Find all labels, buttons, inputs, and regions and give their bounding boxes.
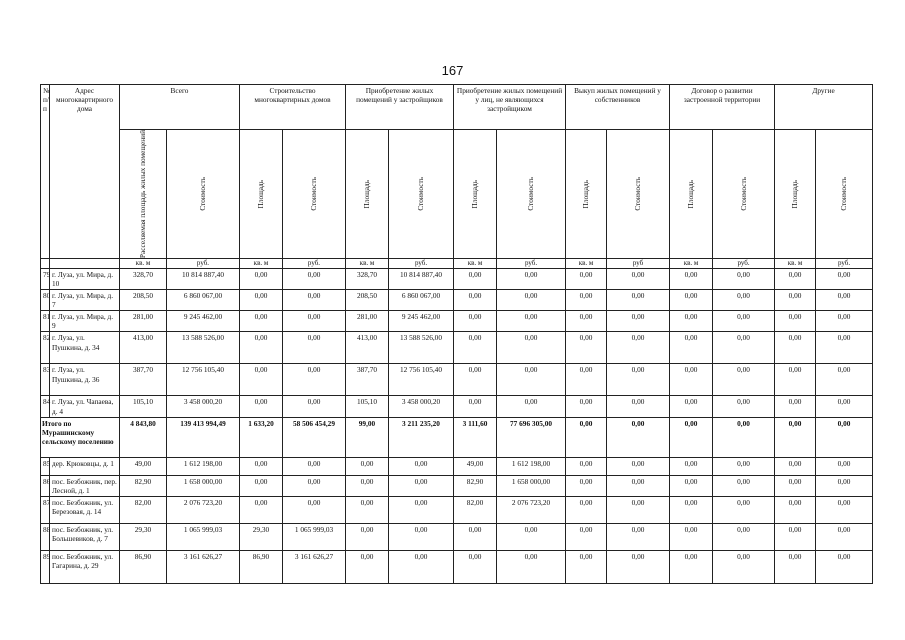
value-cell: 0,00 — [240, 290, 283, 311]
value-cell: 0,00 — [454, 311, 497, 332]
sub-header-area: Площадь — [775, 130, 816, 259]
sub-header-cost: Стоимость — [497, 130, 566, 259]
value-cell: 0,00 — [497, 550, 566, 583]
value-cell: 0,00 — [775, 332, 816, 364]
value-cell: 0,00 — [713, 332, 775, 364]
value-cell: 1 658 000,00 — [497, 475, 566, 496]
row-address: дер. Крюковцы, д. 1 — [50, 457, 120, 475]
value-cell: 0,00 — [816, 457, 873, 475]
sub-header-area: Площадь — [566, 130, 607, 259]
value-cell: 1 612 198,00 — [167, 457, 240, 475]
total-value-cell: 0,00 — [713, 417, 775, 457]
value-cell: 3 161 626,27 — [167, 550, 240, 583]
total-value-cell: 3 111,60 — [454, 417, 497, 457]
value-cell: 0,00 — [816, 268, 873, 289]
sub-header-area: Площадь — [240, 130, 283, 259]
value-cell: 0,00 — [775, 475, 816, 496]
sub-header-cost: Стоимость — [283, 130, 346, 259]
value-cell: 0,00 — [607, 550, 670, 583]
row-address: пос. Безбожник, ул. Березовая, д. 14 — [50, 496, 120, 523]
value-cell: 86,90 — [120, 550, 167, 583]
row-number: 86 — [41, 475, 50, 496]
value-cell: 0,00 — [346, 457, 389, 475]
value-cell: 82,90 — [120, 475, 167, 496]
group-header-construction: Строительство многоквартирных домов — [240, 85, 346, 130]
row-number: 82 — [41, 332, 50, 364]
value-cell: 0,00 — [566, 475, 607, 496]
group-header-purchase-developers: Приобретение жилых помещений у застройщиков — [346, 85, 454, 130]
value-cell: 105,10 — [120, 396, 167, 417]
value-cell: 0,00 — [566, 550, 607, 583]
value-cell: 0,00 — [816, 523, 873, 550]
row-address: пос. Безбожник, ул. Гагарина, д. 29 — [50, 550, 120, 583]
value-cell: 0,00 — [775, 496, 816, 523]
col-header-address: Адрес многоквартирного дома — [50, 85, 120, 259]
value-cell: 10 814 887,40 — [389, 268, 454, 289]
total-label: Итого по Мурашинскому сельскому поселению — [41, 417, 120, 457]
value-cell: 0,00 — [670, 550, 713, 583]
value-cell: 0,00 — [283, 268, 346, 289]
value-cell: 0,00 — [816, 396, 873, 417]
value-cell: 0,00 — [566, 496, 607, 523]
total-value-cell: 1 633,20 — [240, 417, 283, 457]
row-address: г. Луза, ул. Мира, д. 9 — [50, 311, 120, 332]
value-cell: 0,00 — [566, 332, 607, 364]
value-cell: 0,00 — [775, 290, 816, 311]
value-cell: 9 245 462,00 — [389, 311, 454, 332]
value-cell: 0,00 — [346, 523, 389, 550]
row-address: г. Луза, ул. Мира, д. 7 — [50, 290, 120, 311]
group-header-development-agreement: Договор о развитии застроенной территории — [670, 85, 775, 130]
table-row — [41, 364, 873, 396]
row-number: 81 — [41, 311, 50, 332]
row-number: 88 — [41, 523, 50, 550]
value-cell: 0,00 — [240, 311, 283, 332]
value-cell: 10 814 887,40 — [167, 268, 240, 289]
value-cell: 0,00 — [775, 550, 816, 583]
value-cell: 0,00 — [775, 396, 816, 417]
value-cell: 0,00 — [566, 268, 607, 289]
table-row — [41, 475, 873, 496]
value-cell: 0,00 — [497, 311, 566, 332]
value-cell: 49,00 — [454, 457, 497, 475]
value-cell: 82,90 — [454, 475, 497, 496]
value-cell: 0,00 — [670, 475, 713, 496]
row-number: 84 — [41, 396, 50, 417]
group-header-buyout: Выкуп жилых помещений у собственников — [566, 85, 670, 130]
total-value-cell: 99,00 — [346, 417, 389, 457]
value-cell: 0,00 — [240, 332, 283, 364]
unit-cell: руб. — [713, 259, 775, 269]
value-cell: 0,00 — [497, 268, 566, 289]
value-cell: 0,00 — [607, 457, 670, 475]
total-value-cell: 0,00 — [566, 417, 607, 457]
table-row — [41, 311, 873, 332]
total-value-cell: 3 211 235,20 — [389, 417, 454, 457]
value-cell: 0,00 — [713, 311, 775, 332]
value-cell: 0,00 — [389, 496, 454, 523]
sub-header-area: Площадь — [346, 130, 389, 259]
value-cell: 0,00 — [670, 523, 713, 550]
value-cell: 3 458 000,20 — [389, 396, 454, 417]
value-cell: 0,00 — [775, 311, 816, 332]
total-value-cell: 77 696 305,00 — [497, 417, 566, 457]
value-cell: 0,00 — [713, 457, 775, 475]
value-cell: 0,00 — [607, 475, 670, 496]
value-cell: 0,00 — [607, 311, 670, 332]
value-cell: 0,00 — [283, 332, 346, 364]
value-cell: 0,00 — [346, 475, 389, 496]
value-cell: 3 161 626,27 — [283, 550, 346, 583]
row-number: 89 — [41, 550, 50, 583]
value-cell: 12 756 105,40 — [389, 364, 454, 396]
value-cell: 0,00 — [454, 396, 497, 417]
sub-header-area: Площадь — [454, 130, 497, 259]
value-cell: 105,10 — [346, 396, 389, 417]
unit-cell: руб. — [167, 259, 240, 269]
value-cell: 0,00 — [607, 290, 670, 311]
value-cell: 82,00 — [454, 496, 497, 523]
value-cell: 0,00 — [566, 364, 607, 396]
table-row — [41, 523, 873, 550]
units-row — [41, 259, 873, 269]
value-cell: 1 065 999,03 — [167, 523, 240, 550]
sub-header-cost: Стоимость — [167, 130, 240, 259]
value-cell: 0,00 — [670, 311, 713, 332]
group-header-purchase-non-developers: Приобретение жилых помещений у лиц, не являющихся застройщиком — [454, 85, 566, 130]
value-cell: 0,00 — [670, 457, 713, 475]
value-cell: 0,00 — [713, 496, 775, 523]
row-address: г. Луза, ул. Пушкина, д. 34 — [50, 332, 120, 364]
total-row — [41, 417, 873, 457]
sub-header-total-area: Расселяемая площадь жилых помещений — [120, 130, 167, 259]
value-cell: 0,00 — [713, 550, 775, 583]
value-cell: 0,00 — [283, 396, 346, 417]
value-cell: 0,00 — [670, 332, 713, 364]
row-number: 87 — [41, 496, 50, 523]
value-cell: 0,00 — [816, 364, 873, 396]
col-header-num: № п/п — [41, 85, 50, 259]
value-cell: 82,00 — [120, 496, 167, 523]
value-cell: 0,00 — [566, 523, 607, 550]
value-cell: 0,00 — [389, 475, 454, 496]
unit-cell: кв. м — [346, 259, 389, 269]
value-cell: 0,00 — [497, 364, 566, 396]
value-cell: 1 065 999,03 — [283, 523, 346, 550]
value-cell: 0,00 — [454, 364, 497, 396]
total-value-cell: 58 506 454,29 — [283, 417, 346, 457]
value-cell: 0,00 — [566, 396, 607, 417]
value-cell: 387,70 — [346, 364, 389, 396]
value-cell: 0,00 — [283, 311, 346, 332]
value-cell: 0,00 — [240, 396, 283, 417]
value-cell: 13 588 526,00 — [389, 332, 454, 364]
value-cell: 12 756 105,40 — [167, 364, 240, 396]
value-cell: 29,30 — [240, 523, 283, 550]
total-value-cell: 0,00 — [607, 417, 670, 457]
page-number: 167 — [441, 63, 464, 78]
sub-header-area: Площадь — [670, 130, 713, 259]
value-cell: 0,00 — [566, 311, 607, 332]
value-cell: 0,00 — [670, 364, 713, 396]
value-cell: 0,00 — [346, 550, 389, 583]
row-address: пос. Безбожник, ул. Большевиков, д. 7 — [50, 523, 120, 550]
total-value-cell: 139 413 994,49 — [167, 417, 240, 457]
unit-cell: руб. — [283, 259, 346, 269]
unit-cell: кв. м — [775, 259, 816, 269]
value-cell: 0,00 — [283, 457, 346, 475]
value-cell: 0,00 — [816, 475, 873, 496]
table-row — [41, 396, 873, 417]
value-cell: 387,70 — [120, 364, 167, 396]
value-cell: 0,00 — [240, 268, 283, 289]
value-cell: 1 612 198,00 — [497, 457, 566, 475]
value-cell: 0,00 — [240, 496, 283, 523]
total-value-cell: 4 843,80 — [120, 417, 167, 457]
value-cell: 6 860 067,00 — [389, 290, 454, 311]
sub-header-cost: Стоимость — [816, 130, 873, 259]
value-cell: 0,00 — [607, 268, 670, 289]
value-cell: 0,00 — [670, 268, 713, 289]
total-value-cell: 0,00 — [816, 417, 873, 457]
value-cell: 0,00 — [816, 290, 873, 311]
unit-cell: руб. — [497, 259, 566, 269]
value-cell: 0,00 — [775, 457, 816, 475]
table-row — [41, 550, 873, 583]
value-cell: 0,00 — [607, 523, 670, 550]
value-cell: 0,00 — [670, 496, 713, 523]
value-cell: 0,00 — [389, 523, 454, 550]
value-cell: 6 860 067,00 — [167, 290, 240, 311]
value-cell: 208,50 — [346, 290, 389, 311]
value-cell: 0,00 — [454, 268, 497, 289]
value-cell: 0,00 — [816, 550, 873, 583]
value-cell: 0,00 — [816, 496, 873, 523]
value-cell: 0,00 — [607, 364, 670, 396]
value-cell: 0,00 — [346, 496, 389, 523]
value-cell: 0,00 — [283, 475, 346, 496]
value-cell: 13 588 526,00 — [167, 332, 240, 364]
sub-header-cost: Стоимость — [607, 130, 670, 259]
value-cell: 0,00 — [775, 364, 816, 396]
value-cell: 0,00 — [816, 311, 873, 332]
sub-header-cost: Стоимость — [389, 130, 454, 259]
total-value-cell: 0,00 — [670, 417, 713, 457]
value-cell: 2 076 723,20 — [497, 496, 566, 523]
value-cell: 0,00 — [713, 364, 775, 396]
value-cell: 0,00 — [713, 523, 775, 550]
value-cell: 0,00 — [607, 332, 670, 364]
group-header-other: Другие — [775, 85, 873, 130]
value-cell: 0,00 — [670, 396, 713, 417]
row-number: 85 — [41, 457, 50, 475]
unit-cell: кв. м — [454, 259, 497, 269]
value-cell: 0,00 — [240, 457, 283, 475]
row-address: г. Луза, ул. Мира, д. 10 — [50, 268, 120, 289]
sub-header-cost: Стоимость — [713, 130, 775, 259]
unit-cell: кв. м — [120, 259, 167, 269]
value-cell: 0,00 — [454, 550, 497, 583]
value-cell: 0,00 — [389, 457, 454, 475]
value-cell: 0,00 — [454, 523, 497, 550]
row-address: г. Луза, ул. Пушкина, д. 36 — [50, 364, 120, 396]
value-cell: 0,00 — [713, 475, 775, 496]
value-cell: 0,00 — [566, 457, 607, 475]
row-number: 80 — [41, 290, 50, 311]
units-blank — [50, 259, 120, 269]
value-cell: 208,50 — [120, 290, 167, 311]
value-cell: 3 458 000,20 — [167, 396, 240, 417]
unit-cell: руб — [607, 259, 670, 269]
value-cell: 413,00 — [346, 332, 389, 364]
value-cell: 0,00 — [607, 496, 670, 523]
table-row — [41, 332, 873, 364]
value-cell: 0,00 — [607, 396, 670, 417]
table-row — [41, 268, 873, 289]
value-cell: 0,00 — [454, 290, 497, 311]
value-cell: 328,70 — [120, 268, 167, 289]
value-cell: 0,00 — [497, 523, 566, 550]
value-cell: 0,00 — [497, 332, 566, 364]
row-number: 79 — [41, 268, 50, 289]
value-cell: 1 658 000,00 — [167, 475, 240, 496]
value-cell: 413,00 — [120, 332, 167, 364]
unit-cell: кв. м — [240, 259, 283, 269]
unit-cell: кв. м — [670, 259, 713, 269]
value-cell: 0,00 — [497, 396, 566, 417]
value-cell: 0,00 — [283, 290, 346, 311]
value-cell: 0,00 — [816, 332, 873, 364]
value-cell: 0,00 — [240, 364, 283, 396]
total-value-cell: 0,00 — [775, 417, 816, 457]
unit-cell: руб. — [816, 259, 873, 269]
table-row — [41, 457, 873, 475]
value-cell: 0,00 — [454, 332, 497, 364]
value-cell: 0,00 — [713, 396, 775, 417]
value-cell: 328,70 — [346, 268, 389, 289]
value-cell: 29,30 — [120, 523, 167, 550]
value-cell: 0,00 — [713, 290, 775, 311]
value-cell: 0,00 — [497, 290, 566, 311]
value-cell: 2 076 723,20 — [167, 496, 240, 523]
value-cell: 0,00 — [283, 496, 346, 523]
value-cell: 0,00 — [775, 268, 816, 289]
table-row — [41, 496, 873, 523]
value-cell: 0,00 — [775, 523, 816, 550]
value-cell: 0,00 — [240, 475, 283, 496]
value-cell: 49,00 — [120, 457, 167, 475]
value-cell: 0,00 — [283, 364, 346, 396]
value-cell: 0,00 — [670, 290, 713, 311]
value-cell: 9 245 462,00 — [167, 311, 240, 332]
row-address: пос. Безбожник, пер. Лесной, д. 1 — [50, 475, 120, 496]
housing-resettlement-table — [40, 84, 873, 584]
value-cell: 0,00 — [566, 290, 607, 311]
header-group-row — [41, 85, 873, 130]
value-cell: 281,00 — [120, 311, 167, 332]
table-row — [41, 290, 873, 311]
row-number: 83 — [41, 364, 50, 396]
units-blank — [41, 259, 50, 269]
value-cell: 86,90 — [240, 550, 283, 583]
group-header-total: Всего — [120, 85, 240, 130]
row-address: г. Луза, ул. Чапаева, д. 4 — [50, 396, 120, 417]
header-sub-row — [41, 130, 873, 259]
value-cell: 281,00 — [346, 311, 389, 332]
value-cell: 0,00 — [389, 550, 454, 583]
value-cell: 0,00 — [713, 268, 775, 289]
unit-cell: кв. м — [566, 259, 607, 269]
unit-cell: руб. — [389, 259, 454, 269]
